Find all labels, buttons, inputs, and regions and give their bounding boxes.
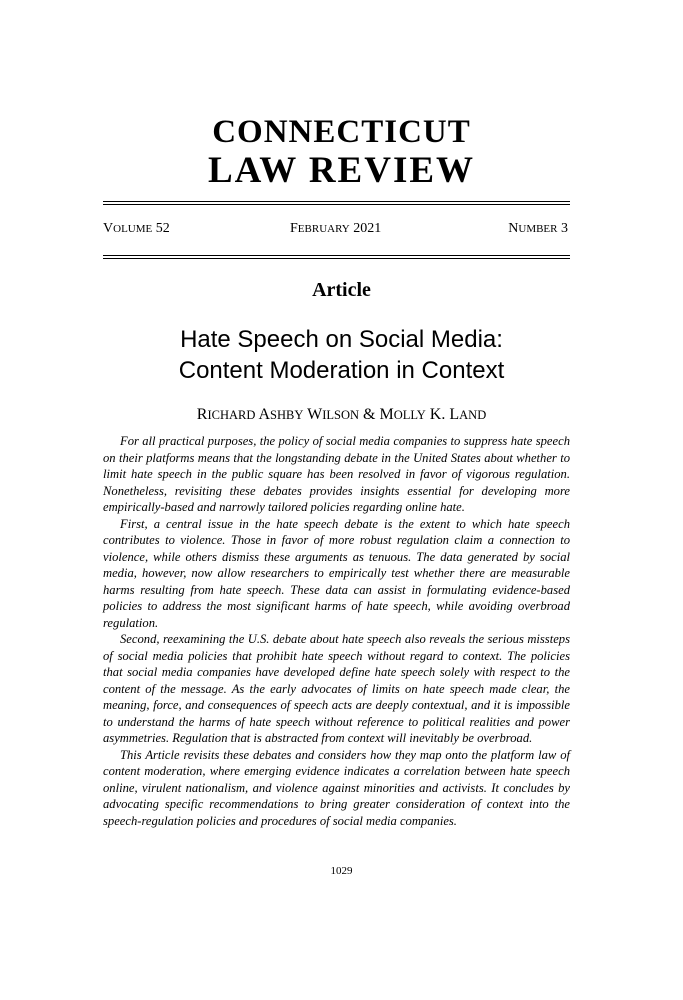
issue-number: 3 [561, 221, 568, 236]
author2-middle: K. [429, 406, 446, 423]
author1-first-initial: R [196, 406, 208, 423]
masthead-title-line2: LAW REVIEW [207, 150, 476, 191]
abstract-paragraph-2: First, a central issue in the hate speech debate is the extent to which hate speech contributes to violence. Those in favor of more robust regulation claim a connection to violence, while others dismiss these arguments as tenuous. The data generated by social media, however, now allow researchers to empirically test whether there are measurable harms resulting from hate speech. These data can assist in formulating evidence-based policies to address the most significant harms of hate speech, while avoiding overbroad regulation. [103, 516, 570, 630]
article-title-line1: Hate Speech on Social Media: [180, 326, 503, 353]
author-1 [197, 406, 359, 423]
volume-number: 52 [155, 221, 170, 236]
top-rule-1 [103, 201, 570, 202]
author1-middle-initial: A [258, 406, 271, 423]
number-initial: N [508, 221, 519, 236]
volume-word: OLUME [113, 223, 153, 235]
author1-last-initial: W [307, 406, 323, 423]
masthead-title-line1: CONNECTICUT [212, 114, 471, 150]
abstract [103, 433, 570, 829]
author2-last-initial: L [449, 406, 460, 423]
issue-info-row [103, 219, 570, 239]
author2-last-rest: AND [459, 408, 487, 422]
volume-label [103, 219, 170, 239]
page-number: 1029 [330, 865, 353, 877]
issue-date [290, 219, 381, 239]
volume-initial: V [103, 221, 114, 236]
author-line [0, 404, 683, 426]
bottom-rule-1 [103, 255, 570, 256]
month-word: EBRUARY [297, 223, 350, 235]
month-initial: F [290, 221, 298, 236]
author2-first-initial: M [379, 406, 394, 423]
number-word: UMBER [518, 223, 558, 235]
author1-last-rest: ILSON [322, 408, 360, 422]
author2-first-rest: OLLY [393, 408, 426, 422]
author1-middle-rest: SHBY [270, 408, 304, 422]
number-label [508, 219, 568, 239]
issue-year: 2021 [353, 221, 382, 236]
abstract-paragraph-3: Second, reexamining the U.S. debate about hate speech also reveals the serious missteps of social media policies that prohibit hate speech without regard to context. The policies that social media companies have developed define hate speech solely with respect to the content of the message. As the early advocates of limits on hate speech made clear, the meaning, force, and consequences of speech acts are deeply contextual, and it is impossible to understand the harms of hate speech without reference to political realities and power asymmetries. Regulation that is abstracted from context will inevitably be overbroad. [103, 632, 570, 745]
bottom-rule-2 [103, 258, 570, 259]
top-rule-2 [103, 204, 570, 205]
author1-first-rest: ICHARD [207, 408, 256, 422]
abstract-paragraph-4: This Article revisits these debates and considers how they map onto the platform law of content moderation, where emerging evidence indicates a correlation between hate speech online, virulent nationalism, and violence against minorities and activists. It concludes by advocating specific recommendations to bring greater consideration of context into the speech-regulation policies and procedures of social media companies. [103, 747, 570, 828]
abstract-paragraph-1: For all practical purposes, the policy of social media companies to suppress hate speech on their platforms means that the longstanding debate in the United States about whether to limit hate speech in the public square has been resolved in favor of vigorous regulation. Nonetheless, revisiting these debates provides insights essential for developing more empirically-based and narrowly tailored policies regarding online hate. [103, 434, 570, 514]
article-type-label: Article [312, 279, 371, 301]
article-title-line2: Content Moderation in Context [178, 357, 505, 384]
author-2 [379, 406, 486, 423]
author-ampersand: & [363, 406, 376, 423]
